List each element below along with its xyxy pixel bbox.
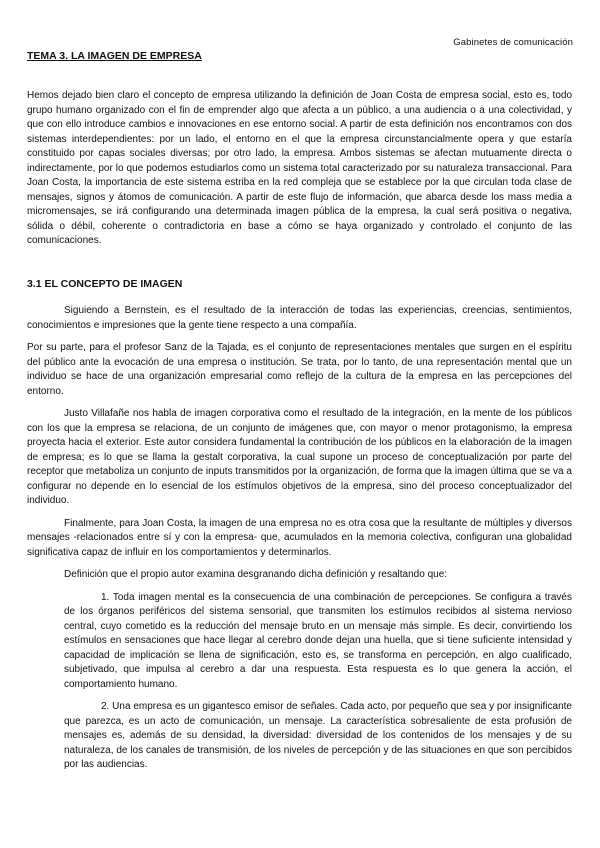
- paragraph-sanz-de-la-tajada: Por su parte, para el profesor Sanz de la Tajada, es el conjunto de representaciones mentales que surgen en el espíritu del público ante la evocación de una empresa o institución. Se trata, por lo tanto, de una representación mental que un individuo se hace de una organización empresarial como reflejo de la cultura de la empresa en las percepciones del entorno.: [27, 342, 572, 397]
- running-header: Gabinetes de comunicación: [453, 37, 573, 48]
- section-heading: 3.1 EL CONCEPTO DE IMAGEN: [27, 278, 183, 290]
- intro-paragraph: Hemos dejado bien claro el concepto de empresa utilizando la definición de Joan Costa de empresa social, esto es, todo grupo humano organizado con el fin de emprender algo que afecta a un público, a una audiencia o a una colectividad, y que con ello introduce cambios e innovaciones en ese entorno social. A partir de esta definición nos encontramos con dos sistemas interdependientes: por un lado, el entorno en el que la empresa circunstancialmente opera y que estaría constituido por capas sociales diversas; por otro lado, la empresa. Ambos sistemas se afectan mutuamente directa o indirectamente, por lo que podemos estudiarlos como un sistema total caracterizado por su naturaleza transaccional. Para Joan Costa, la importancia de este sistema estriba en la red compleja que se establece por la que circulan toda clase de mensajes, signos y átomos de comunicación. A partir de este flujo de información, que abarca desde los mass media a micromensajes, se irá configurando una determinada imagen pública de la empresa, la cual será positiva o negativa, sólida o débil, coherente o contradictoria en base a cómo se haya organizado y controlado el conjunto de las comunicaciones.: [27, 90, 572, 246]
- intro-section: [27, 89, 572, 249]
- list-item-1: 1. Toda imagen mental es la consecuencia de una combinación de percepciones. Se configura a través de los órganos periféricos del sistema sensorial, que transmiten los estímulos recibidos al sistema nervioso central, cuyo cometido es la reducción del mensaje bruto en un mensaje más simple. Es decir, convirtiendo los estímulos en sensaciones que hace llegar al cerebro donde dejan una huella, que si tiene suficiente intensidad y capacidad de implicación se llena de significación, esto es, se transforma en percepción, en algo cualificado, subjetivado, que impulsa al cerebro a dar una respuesta. Esta respuesta es lo que genera la acción, el comportamiento humano.: [64, 591, 572, 690]
- paragraph-villafane: Justo Villafañe nos habla de imagen corporativa como el resultado de la integración, en la mente de los públicos con los que la empresa se relaciona, de un conjunto de imágenes que, con mayor o menor protagonismo, la empresa proyecta hacia el exterior. Este autor considera fundamental la contribución de los públicos en la elaboración de la imagen de empresa; es lo que se llama la gestalt corporativa, la cual supone un proceso de conceptualización por parte del receptor que metaboliza un conjunto de inputs transmitidos por la organización, de forma que la imagen última que se va a configurar no depende en lo esencial de los estímulos objetivos de la empresa, sino del proceso conceptualizador del individuo.: [27, 408, 572, 506]
- section-body: [27, 304, 572, 773]
- paragraph-costa: Finalmente, para Joan Costa, la imagen de una empresa no es otra cosa que la resultante de múltiples y diversos mensajes -relacionados entre sí y con la empresa- que, acumulados en la memoria colectiva, configuran una globalidad significativa capaz de influir en los comportamientos y determinarlos.: [27, 517, 572, 558]
- chapter-title: TEMA 3. LA IMAGEN DE EMPRESA: [27, 50, 202, 62]
- paragraph-bernstein: Siguiendo a Bernstein, es el resultado de la interacción de todas las experiencias, creencias, sentimientos, conocimientos e impresiones que la gente tiene respecto a una compañía.: [27, 305, 572, 331]
- list-item-2: 2. Una empresa es un gigantesco emisor de señales. Cada acto, por pequeño que sea y por insignificante que parezca, es un acto de comunicación, un mensaje. La característica sobresaliente de esta profusión de mensajes es, además de su densidad, la diversidad: diversidad de los contenidos de los mensajes y de su naturaleza, de los canales de transmisión, de los niveles de percepción y de las situaciones en que son percibidos por las audiencias.: [64, 701, 572, 770]
- paragraph-definition-intro: Definición que el propio autor examina desgranando dicha definición y resaltando que:: [64, 569, 448, 580]
